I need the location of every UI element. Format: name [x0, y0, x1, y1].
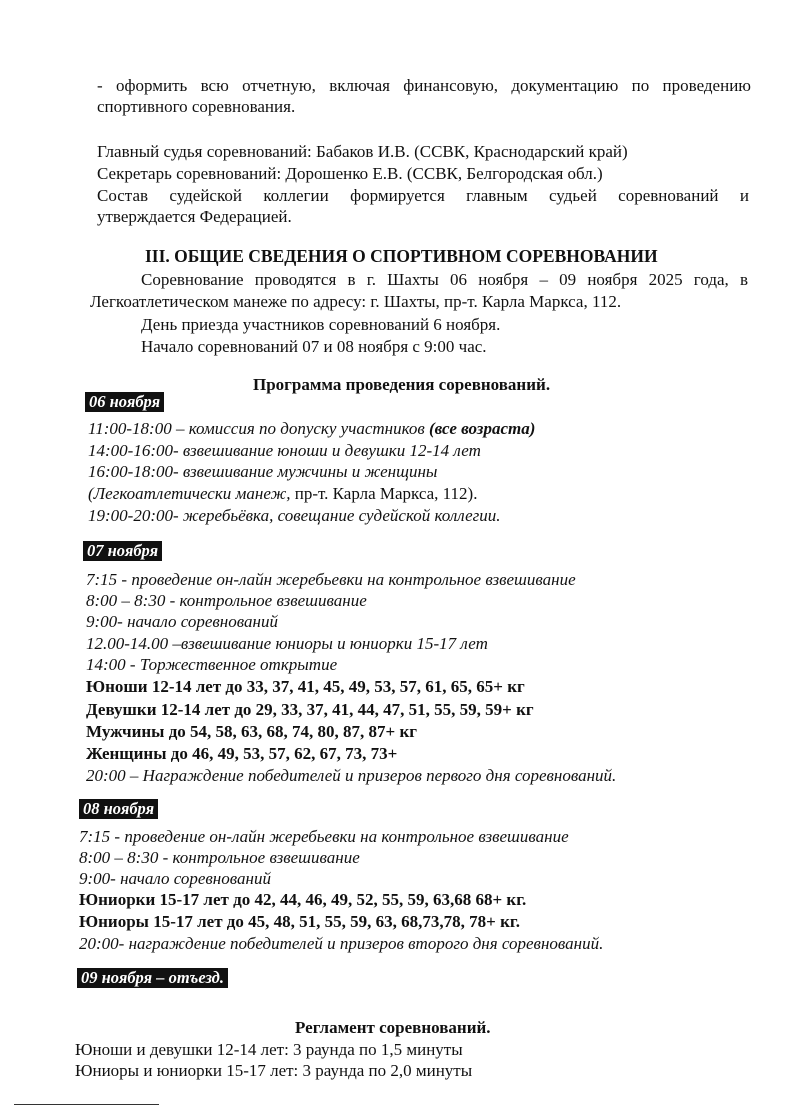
day2-men-weights: Мужчины до 54, 58, 63, 68, 74, 80, 87, 87+ кг: [86, 722, 418, 741]
secretary: Секретарь соревнований: Дорошенко Е.В. (ССВК, Белгородская обл.): [97, 164, 603, 183]
day3-line-1: 7:15 - проведение он-лайн жеребьевки на контрольное взвешивание: [79, 827, 569, 846]
day2-line-3: 9:00- начало соревнований: [86, 612, 278, 631]
day2-line-5: 14:00 - Торжественное открытие: [86, 655, 338, 674]
section-p1-line-1: Соревнование проводятся в г. Шахты 06 ноября – 09 ноября 2025 года, в: [141, 270, 748, 289]
regulations-line-2: Юниоры и юниорки 15-17 лет: 3 раунда по 2,0 минуты: [75, 1061, 473, 1080]
day3-junior-men-weights: Юниоры 15-17 лет до 45, 48, 51, 55, 59, 63, 68,73,78, 78+ кг.: [79, 912, 520, 931]
regulations-title: Регламент соревнований.: [295, 1018, 491, 1037]
day1-all-ages: (все возраста): [429, 419, 536, 438]
day2-line-6: 20:00 – Награждение победителей и призеров первого дня соревнований.: [86, 766, 617, 785]
day1-line-2: 14:00-16:00- взвешивание юноши и девушки 12-14 лет: [88, 441, 481, 460]
day2-women-weights: Женщины до 46, 49, 53, 57, 62, 67, 73, 73+: [86, 744, 398, 763]
day2-boys-weights: Юноши 12-14 лет до 33, 37, 41, 45, 49, 53, 57, 61, 65, 65+ кг: [86, 677, 525, 696]
day3-line-2: 8:00 – 8:30 - контрольное взвешивание: [79, 848, 360, 867]
day2-girls-weights: Девушки 12-14 лет до 29, 33, 37, 41, 44, 47, 51, 55, 59, 59+ кг: [86, 700, 534, 719]
intro-line-1: - оформить всю отчетную, включая финансовую, документацию по проведению: [97, 76, 751, 95]
day3-line-3: 9:00- начало соревнований: [79, 869, 271, 888]
day-label-08: 08 ноября: [79, 799, 158, 819]
day-label-09: 09 ноября – отъезд.: [77, 968, 228, 988]
chief-judge: Главный судья соревнований: Бабаков И.В. (ССВК, Краснодарский край): [97, 142, 628, 161]
day1-line-1: [88, 419, 535, 439]
section-p3: Начало соревнований 07 и 08 ноября с 9:00 час.: [141, 337, 487, 356]
day1-address: пр-т. Карла Маркса, 112).: [294, 484, 478, 503]
day2-line-2: 8:00 – 8:30 - контрольное взвешивание: [86, 591, 367, 610]
footnote-divider: [14, 1104, 159, 1105]
day1-line-4: [88, 484, 477, 504]
intro-line-2: спортивного соревнования.: [97, 97, 296, 116]
panel-line-1: Состав судейской коллегии формируется главным судьей соревнований и: [97, 186, 749, 205]
day2-line-1: 7:15 - проведение он-лайн жеребьевки на контрольное взвешивание: [86, 570, 576, 589]
day2-line-4: 12.00-14.00 –взвешивание юниоры и юниорки 15-17 лет: [86, 634, 488, 653]
day3-line-4: 20:00- награждение победителей и призеров второго дня соревнований.: [79, 934, 604, 953]
section-p2: День приезда участников соревнований 6 ноября.: [141, 315, 501, 334]
section-title: III. ОБЩИЕ СВЕДЕНИЯ О СПОРТИВНОМ СОРЕВНОВАНИИ: [145, 246, 658, 266]
day1-line-3: 16:00-18:00- взвешивание мужчины и женщины: [88, 462, 438, 481]
day1-line-5: 19:00-20:00- жеребьёвка, совещание судейской коллегии.: [88, 506, 501, 525]
day1-line-1-text: 11:00-18:00 – комиссия по допуску участников: [88, 419, 430, 438]
panel-line-2: утверждается Федерацией.: [97, 207, 292, 226]
regulations-line-1: Юноши и девушки 12-14 лет: 3 раунда по 1,5 минуты: [75, 1040, 463, 1059]
program-title: Программа проведения соревнований.: [253, 375, 551, 394]
day-label-06: 06 ноября: [85, 392, 164, 412]
day1-venue: (Легкоатлетически манеж,: [88, 484, 295, 503]
day3-junior-women-weights: Юниорки 15-17 лет до 42, 44, 46, 49, 52, 55, 59, 63,68 68+ кг.: [79, 890, 527, 909]
section-p1-line-2: Легкоатлетическом манеже по адресу: г. Шахты, пр-т. Карла Маркса, 112.: [90, 292, 622, 311]
day-label-07: 07 ноября: [83, 541, 162, 561]
